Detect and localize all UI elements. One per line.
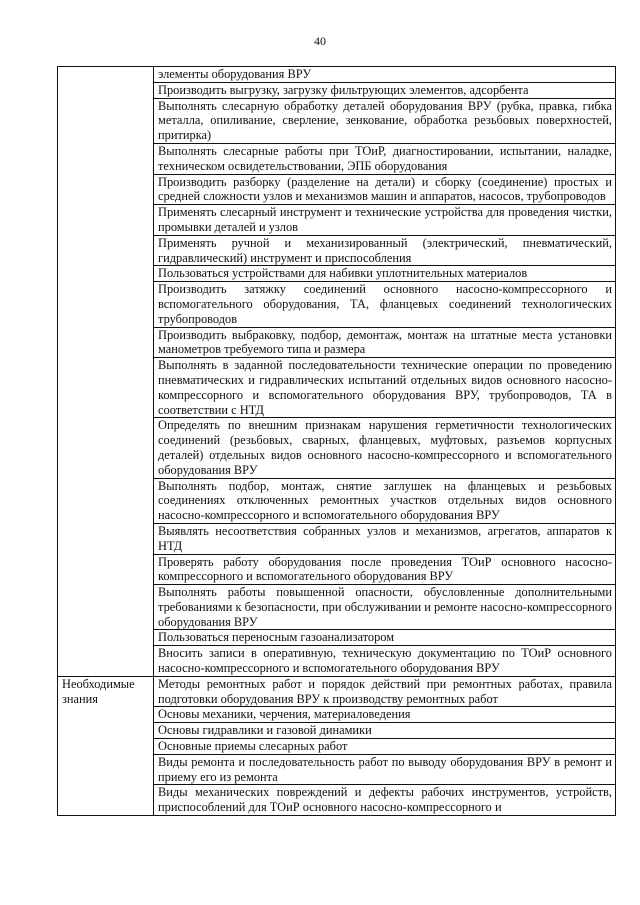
requirement-cell: Пользоваться переносным газоанализатором — [154, 630, 616, 646]
requirement-cell: Методы ремонтных работ и порядок действий при ремонтных работах, правила подготовки оборудования ВРУ к производству ремонтных работ — [154, 676, 616, 707]
table-body — [58, 67, 616, 816]
requirement-cell: Производить выгрузку, загрузку фильтрующих элементов, адсорбента — [154, 82, 616, 98]
requirement-cell: Производить затяжку соединений основного насосно-компрессорного и вспомогательного оборудования, ТА, фланцевых соединений технологических трубопроводов — [154, 282, 616, 327]
requirement-cell: Применять слесарный инструмент и технические устройства для проведения чистки, промывки деталей и узлов — [154, 205, 616, 236]
requirement-cell: Выполнять в заданной последовательности технические операции по проведению пневматических и гидравлических испытаний отдельных видов основного насосно-компрессорного и вспомогательного оборудования ВРУ, трубопроводов, ТА в соответствии с НТД — [154, 358, 616, 418]
requirement-cell: Выполнять слесарные работы при ТОиР, диагностировании, испытании, наладке, техническом освидетельствовании, ЭПБ оборудования — [154, 143, 616, 174]
requirement-cell: Основы механики, черчения, материаловедения — [154, 707, 616, 723]
requirement-cell: Выявлять несоответствия собранных узлов и механизмов, агрегатов, аппаратов к НТД — [154, 523, 616, 554]
table-row — [58, 67, 616, 83]
requirement-cell: Определять по внешним признакам нарушения герметичности технологических соединений (резьбовых, сварных, фланцевых, муфтовых, разъемов корпусных деталей) отдельных видов основного насосно-компрессорного и вспомогательного оборудования ВРУ — [154, 418, 616, 478]
table-row — [58, 676, 616, 707]
requirement-cell: Вносить записи в оперативную, техническую документацию по ТОиР основного насосно-компрессорного и вспомогательного оборудования ВРУ — [154, 646, 616, 677]
requirement-cell: Производить выбраковку, подбор, демонтаж, монтаж на штатные места установки манометров требуемого типа и размера — [154, 327, 616, 358]
requirement-cell: элементы оборудования ВРУ — [154, 67, 616, 83]
requirement-cell: Выполнять слесарную обработку деталей оборудования ВРУ (рубка, правка, гибка металла, опиливание, сверление, зенкование, обработка резьбовых поверхностей, притирка) — [154, 98, 616, 143]
requirement-cell: Производить разборку (разделение на детали) и сборку (соединение) простых и средней сложности узлов и механизмов машин и аппаратов, насосов, трубопроводов — [154, 174, 616, 205]
requirement-cell: Пользоваться устройствами для набивки уплотнительных материалов — [154, 266, 616, 282]
page-number: 40 — [314, 34, 326, 48]
requirement-cell: Применять ручной и механизированный (электрический, пневматический, гидравлический) инструмент и приспособления — [154, 235, 616, 266]
requirement-cell: Проверять работу оборудования после проведения ТОиР основного насосно-компрессорного и вспомогательного оборудования ВРУ — [154, 554, 616, 585]
requirement-cell: Выполнять подбор, монтаж, снятие заглушек на фланцевых и резьбовых соединениях отключенных ремонтных участков отдельных видов основного насосно-компрессорного и вспомогательного оборудования ВРУ — [154, 478, 616, 523]
requirement-cell: Выполнять работы повышенной опасности, обусловленные дополнительными требованиями к безопасности, при обслуживании и ремонте насосно-компрессорного оборудования ВРУ — [154, 585, 616, 630]
section-heading-skills — [58, 67, 154, 677]
requirement-cell: Основы гидравлики и газовой динамики — [154, 723, 616, 739]
requirements-table — [57, 66, 616, 816]
section-heading-knowledge: Необходимые знания — [58, 676, 154, 815]
requirement-cell: Основные приемы слесарных работ — [154, 739, 616, 755]
requirement-cell: Виды ремонта и последовательность работ по выводу оборудования ВРУ в ремонт и приему его из ремонта — [154, 754, 616, 785]
requirement-cell: Виды механических повреждений и дефекты рабочих инструментов, устройств, приспособлений для ТОиР основного насосно-компрессорного и — [154, 785, 616, 816]
